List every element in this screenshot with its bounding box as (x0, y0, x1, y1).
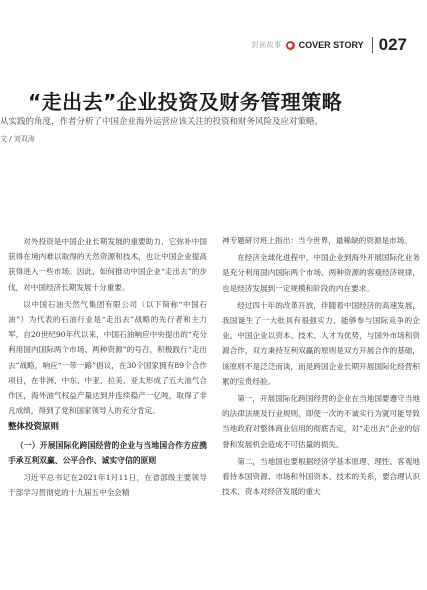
article-subtitle: 从实践的角度，作者分析了中国企业海外运营应该关注的投资和财务风险及应对策略。 (0, 117, 324, 127)
left-column (8, 234, 207, 502)
paragraph: 第二，当地国也要根据经济学基本原理、理性、客观地看待本国资源、市场和外国资本、技术的关系，要合理认识技术、资本对经济发展的重大 (222, 456, 420, 497)
paragraph: 在经济全球化进程中，中国企业到海外开展国际化业务是充分利用国内国际两个市场、两种资源的客观经济规律，也是经济发展到一定规模和阶段的内在要求。 (222, 253, 420, 293)
page-header (252, 36, 407, 54)
page-number: 027 (378, 35, 407, 54)
paragraph: 习近平总书记在2021年1月11日，在省部级主要领导干部学习贯彻党的十九届五中全会精 (8, 472, 207, 497)
article-title: “走出去”企业投资及财务管理策略 (28, 90, 343, 114)
section-label-en: COVER STORY (298, 40, 364, 50)
right-column (222, 233, 420, 501)
paragraph: 以中国石油天然气集团有限公司（以下简称“中国石油”）为代表的石油行业是“走出去”战略的先行者和主力军。自20世纪90年代以来，中国石油响应中央提出的“充分利用国内国际两个市场、两种资源”的号召，积极践行“走出去”战略，响应“一带一路”倡议，在30个国家拥有89个合作项目，在非洲、中东、中亚、拉美、亚太形成了五大油气合作区，海外油气权益产量达到并连续稳产一亿吨，取得了非凡成绩，得到了党和国家领导人的充分肯定。 (8, 299, 207, 416)
paragraph: 神专题研讨班上指出：当今世界，最稀缺的资源是市场。 (222, 236, 412, 245)
article-author: 文 / 刘双涛 (0, 135, 35, 143)
section-label-cn: 封面故事 (251, 41, 282, 49)
section-heading: 整体投资原则 (8, 422, 60, 433)
paragraph: 第一，开展国际化跨国经营的企业在当地国要遵守当地的法律法规及行业规则，即使一次的不诚实行为就可能导致当地政府对整体商业信用的彻底否定，对“走出去”企业的信誉和发展机会造成不可估量的损失。 (222, 394, 420, 449)
section-dot-icon: ● (287, 41, 293, 49)
header-divider (372, 37, 373, 53)
subsection-heading: （一）开展国际化跨国经营的企业与当地国合作方应携手承互利双赢、公平合作、诚实守信的原则 (8, 440, 207, 465)
paragraph: 经过四十年的改革开放，伴随着中国经济的高速发展，我国诞生了一大批具有很强实力、能够参与国际竞争的企业。中国企业以资本、技术、人才为优势，与国外市场和资源合作，双方秉持互利双赢的原则是双方开展合作的基础，该原则不是泛泛而谈，而是跨国企业长期开展国际化经营积累的宝贵经验。 (222, 300, 420, 386)
paragraph: 对外投资是中国企业长期发展的重要助力，它弥补中国获得在境内难以取得的天然资源和技术，也让中国企业提高获得进入一些市场。因此，如何推动中国企业“走出去”的步伐，对中国经济长期发展十分重要。 (8, 237, 207, 292)
